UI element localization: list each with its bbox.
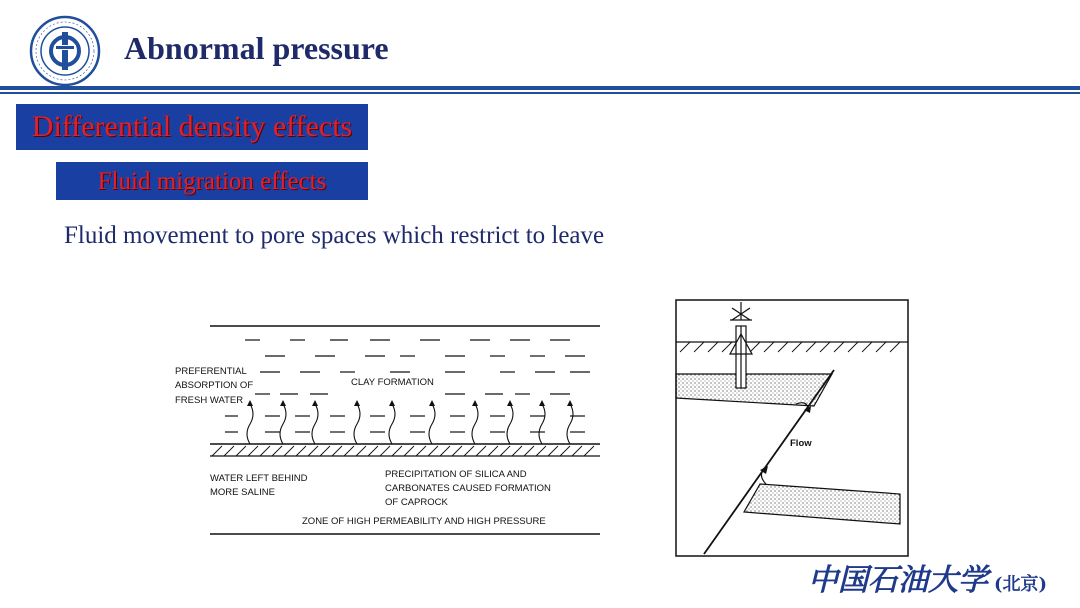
- section-heading: Differential density effects: [31, 110, 353, 143]
- header-divider: [0, 86, 1080, 90]
- label-water-left-2: MORE SALINE: [210, 487, 275, 498]
- body-text: Fluid movement to pore spaces which restrict to leave: [64, 222, 605, 249]
- page-title: Abnormal pressure: [124, 30, 389, 66]
- label-clay-formation: CLAY FORMATION: [351, 377, 434, 388]
- fault-flow-diagram: [674, 298, 910, 558]
- label-precipitation-1: PRECIPITATION OF SILICA AND: [385, 469, 527, 480]
- university-seal-icon: [28, 14, 102, 88]
- header-divider-thin: [0, 92, 1080, 94]
- fluid-migration-diagram: [170, 316, 610, 542]
- label-preferential-3: FRESH WATER: [175, 395, 244, 406]
- label-precipitation-3: OF CAPROCK: [385, 497, 448, 508]
- label-zone: ZONE OF HIGH PERMEABILITY AND HIGH PRESSURE: [302, 516, 546, 527]
- section-heading-box: [16, 104, 368, 150]
- label-water-left-1: WATER LEFT BEHIND: [210, 473, 308, 484]
- section-subheading-box: [56, 162, 368, 200]
- label-preferential-2: ABSORPTION OF: [175, 380, 254, 391]
- wordmark-suffix: (北京): [994, 574, 1048, 595]
- wordmark-main: 中国石油大学: [808, 563, 988, 598]
- label-flow: Flow: [790, 438, 812, 449]
- label-precipitation-2: CARBONATES CAUSED FORMATION: [385, 483, 551, 494]
- university-wordmark-logo: [808, 556, 1056, 600]
- label-preferential-1: PREFERENTIAL: [175, 366, 247, 377]
- section-subheading: Fluid migration effects: [97, 167, 327, 195]
